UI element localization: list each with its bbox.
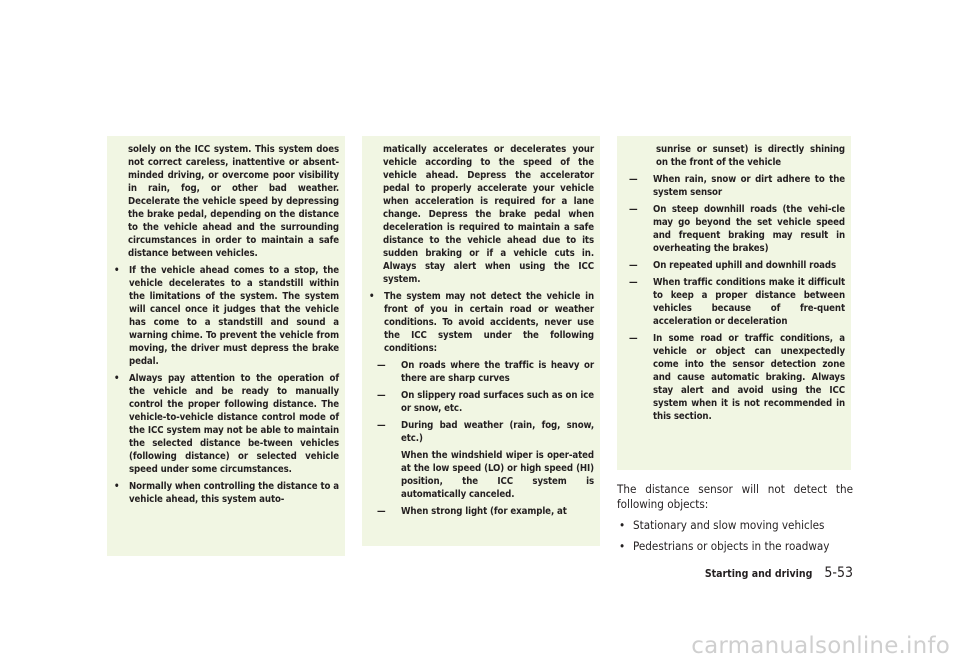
warning-panel-col2 [362,136,600,546]
warning-bullet [113,372,339,476]
wiper-note: When the windshield wiper is oper-ated at the low speed (LO) or high speed (HI) position, the ICC system is automatically canceled. [401,450,594,500]
warning-paragraph: matically accelerates or decelerates your vehicle according to the speed of the vehicle ahead. Depress the accelerator pedal to properly accelerate your vehicle when acceleration is required for a lane change. Depress the brake pedal when deceleration is required to maintain a safe distance to the vehicle ahead due to its sudden braking or if a vehicle cuts in. Always stay alert when using the ICC system. [383,144,594,285]
bullet-mark: • [369,291,375,302]
condition-item [368,359,594,385]
bullet-mark: • [114,373,120,384]
dash-mark: — [377,420,386,431]
dash-mark: — [377,360,386,371]
condition-item [623,276,845,328]
warning-bullet-text: The system may not detect the vehicle in front of you in certain road or weather conditions. To avoid accidents, never use the ICC system under the following conditions: [384,291,594,354]
condition-text: When traffic conditions make it difficult to keep a proper distance between vehicles because of fre-quent acceleration or deceleration [653,277,845,327]
condition-text: On slippery road surfaces such as on ice or snow, etc. [401,390,594,414]
warning-bullet [113,264,339,368]
bullet-mark: • [114,265,120,276]
condition-text: On repeated uphill and downhill roads [653,260,836,271]
page-number: 5-53 [824,565,853,581]
condition-item [623,332,845,423]
dash-mark: — [629,277,638,288]
condition-item [368,389,594,415]
list-item-text: Pedestrians or objects in the roadway [633,539,830,553]
dash-mark: — [377,390,386,401]
page-footer [705,565,853,585]
condition-text: When rain, snow or dirt adhere to the system sensor [653,174,845,198]
list-item [617,518,853,533]
condition-text: On steep downhill roads (the vehi-cle may go beyond the set vehicle speed and frequent braking may result in overheating the brakes) [653,204,845,254]
warning-bullet [368,290,594,355]
bullet-mark: • [619,539,626,553]
dash-mark: — [629,174,638,185]
warning-bullet-text: If the vehicle ahead comes to a stop, the vehicle decelerates to a standstill within the limitations of the system. The system will cancel once it judges that the vehicle has come to a standstill and sound a warning chime. To prevent the vehicle from moving, the driver must depress the brake pedal. [129,265,339,367]
condition-item [623,203,845,255]
section-name: Starting and driving [704,568,813,580]
warning-bullet-text: Normally when controlling the distance to a vehicle ahead, this system auto- [129,481,339,505]
warning-bullet [113,480,339,506]
dash-mark: — [629,260,638,271]
condition-text: During bad weather (rain, fog, snow, etc.) [401,420,594,444]
condition-text: On roads where the traffic is heavy or there are sharp curves [401,360,594,384]
list-item-text: Stationary and slow moving vehicles [633,518,825,532]
condition-text: When strong light (for example, at [401,506,567,517]
dash-mark: — [629,333,638,344]
condition-item [368,505,594,518]
dash-mark: — [629,204,638,215]
bullet-mark: • [114,481,120,492]
warning-panel-col1 [107,136,345,556]
warning-bullet-text: Always pay attention to the operation of the vehicle and be ready to manually control the proper following distance. The vehicle-to-vehicle distance control mode of the ICC system may not be able to maintain the selected distance be-tween vehicles (following distance) or selected vehicle speed under some circumstances. [129,373,339,475]
body-text [617,482,853,554]
list-item [617,539,853,554]
condition-item [623,259,845,272]
bullet-mark: • [619,518,626,532]
warning-panel-col3 [617,136,851,470]
warning-paragraph: solely on the ICC system. This system does not correct careless, inattentive or absent-minded driving, or overcome poor visibility in rain, fog, or other bad weather. Decelerate the vehicle speed by depressing the brake pedal, depending on the distance to the vehicle ahead and the surrounding circumstances in order to maintain a safe distance between vehicles. [128,144,339,259]
condition-text: In some road or traffic conditions, a vehicle or object can unexpectedly come into the sensor detection zone and cause automatic braking. Always stay alert and avoid using the ICC system when it is not recommended in this section. [653,333,845,422]
condition-item [368,419,594,445]
dash-mark: — [377,506,386,517]
warning-paragraph: sunrise or sunset) is directly shining on the front of the vehicle [656,144,845,168]
watermark: carmanualsonline.info [691,633,950,659]
condition-item [623,173,845,199]
intro-paragraph: The distance sensor will not detect the following objects: [617,482,853,511]
